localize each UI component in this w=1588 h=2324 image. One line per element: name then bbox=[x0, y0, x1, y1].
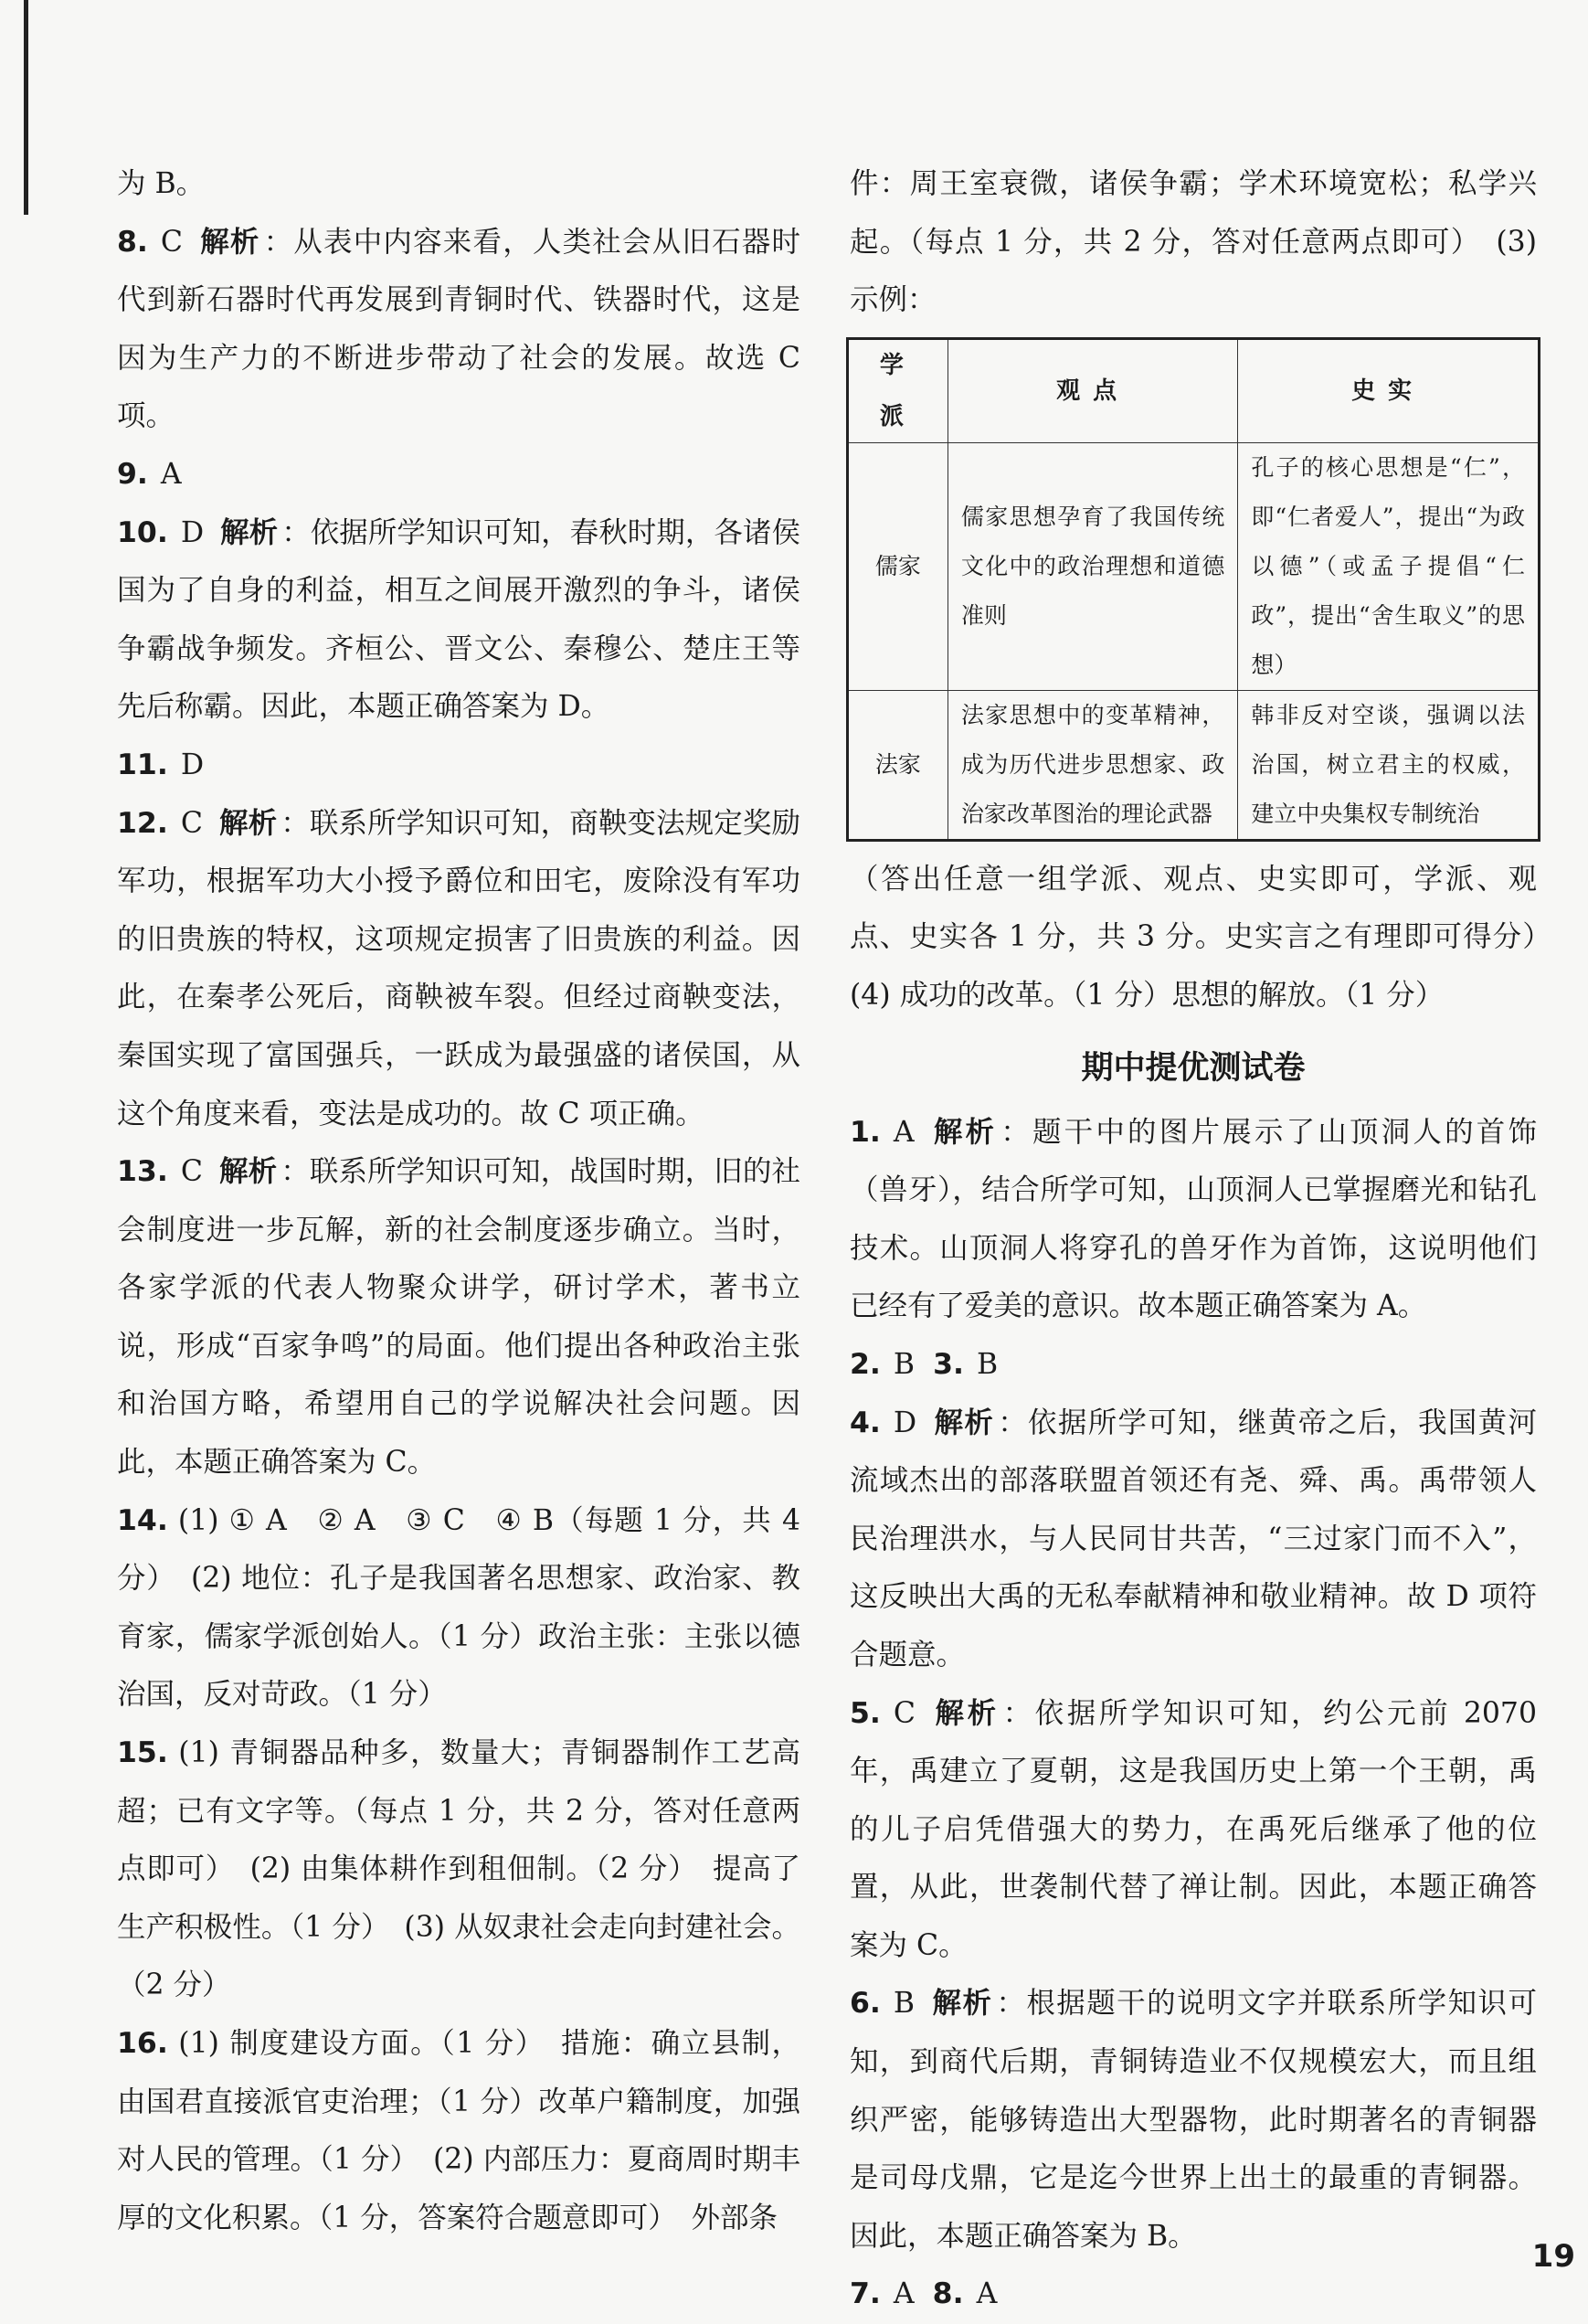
table-row bbox=[848, 690, 1540, 840]
answer-item: 8. C 解析 ：从表中内容来看，人类社会从旧石器时代到新石器时代再发展到青铜时代、铁器时代，这是因为生产力的不断进步带动了社会的发展。故选 C 项。 bbox=[117, 225, 800, 433]
answer-item: 4. D 解析 ：依据所学可知，继黄帝之后，我国黄河流域杰出的部落联盟首领还有尧、舜、禹。禹带领人民治理洪水，与人民同甘共苦，“三过家门而不入”，这反映出大禹的无私奉献精神和敬业精神。故 D 项符合题意。 bbox=[850, 1406, 1537, 1671]
table-row bbox=[848, 442, 1540, 690]
answer-item: 16. (1) 制度建设方面。（1 分） 措施：确立县制，由国君直接派官吏治理；（1 分）改革户籍制度，加强对人民的管理。（1 分） (2) 内部压力：夏商周时期丰厚的文化积累。（1 分，答案符合题意即可） 外部条 bbox=[117, 2027, 800, 2234]
page-number: 19 bbox=[1531, 2238, 1575, 2275]
table-cell: 法家思想中的变革精神，成为历代进步思想家、政治家改革图治的理论武器 bbox=[948, 690, 1238, 840]
table-cell: 儒家思想孕育了我国传统文化中的政治理想和道德准则 bbox=[948, 442, 1238, 690]
answer-item: 7. A 8. A bbox=[850, 2277, 998, 2311]
answer-item: 14. (1) ① A ② A ③ C ④ B（每题 1 分，共 4 分） (2) 地位：孔子是我国著名思想家、政治家、教育家，儒家学派创始人。（1 分）政治主张：主张以德治国，反对苛政。（1 分） bbox=[117, 1503, 801, 1712]
answer-item: 12. C 解析 ：联系所学知识可知，商鞅变法规定奖励军功，根据军功大小授予爵位和田宅，废除没有军功的旧贵族的特权，这项规定损害了旧贵族的利益。因此，在秦孝公死后，商鞅被车裂。但经过商鞅变法，秦国实现了富国强兵，一跃成为最强盛的诸侯国，从这个角度来看，变法是成功的。故 C 项正确。 bbox=[117, 806, 800, 1130]
answer-item: 13. C 解析 ：联系所学知识可知，战国时期，旧的社会制度进一步瓦解，新的社会制度逐步确立。当时，各家学派的代表人物聚众讲学，研讨学术，著书立说，形成“百家争鸣”的局面。他们提出各种政治主张和治国方略，希望用自己的学说解决社会问题。因此，本题正确答案为 C。 bbox=[117, 1155, 800, 1480]
answer-item: 1. A 解析 ：题干中的图片展示了山顶洞人的首饰（兽牙），结合所学可知，山顶洞人已掌握磨光和钻孔技术。山顶洞人将穿孔的兽牙作为首饰，这说明他们已经有了爱美的意识。故本题正确答案为 A。 bbox=[850, 1115, 1537, 1323]
school-comparison-table bbox=[846, 337, 1540, 842]
answer-continuation: 件：周王室衰微，诸侯争霸；学术环境宽松；私学兴起。（每点 1 分，共 2 分，答对任意两点即可） (3) 示例： bbox=[850, 167, 1537, 317]
table-cell: 儒家 bbox=[848, 442, 948, 690]
answer-item: 11. D bbox=[117, 748, 205, 781]
table-header: 史实 bbox=[1238, 338, 1540, 442]
answer-item: 9. A bbox=[117, 457, 182, 491]
answer-continuation: （答出任意一组学派、观点、史实即可，学派、观点、史实各 1 分，共 3 分。史实言之有理即可得分） (4) 成功的改革。（1 分）思想的解放。（1 分） bbox=[850, 862, 1566, 1012]
table-header-row bbox=[848, 338, 1540, 442]
answer-item: 5. C 解析 ：依据所学知识可知，约公元前 2070 年，禹建立了夏朝，这是我国历史上第一个王朝，禹的儿子启凭借强大的势力，在禹死后继承了他的位置，从此，世袭制代替了禅让制。因此，本题正确答案为 C。 bbox=[850, 1696, 1537, 1962]
binding-edge-bar bbox=[24, 0, 28, 215]
section-title: 期中提优测试卷 bbox=[1081, 1049, 1306, 1087]
table-header: 观点 bbox=[948, 338, 1238, 442]
table-header: 学派 bbox=[848, 338, 948, 442]
table-cell: 法家 bbox=[848, 690, 948, 840]
answer-item: 为 B。 bbox=[117, 167, 206, 200]
table-cell: 孔子的核心思想是“仁”，即“仁者爱人”，提出“为政以德”（或孟子提倡“仁政”，提出“舍生取义”的思想） bbox=[1238, 442, 1540, 690]
table-cell: 韩非反对空谈，强调以法治国，树立君主的权威，建立中央集权专制统治 bbox=[1238, 690, 1540, 840]
answer-item: 2. B 3. B bbox=[850, 1347, 999, 1381]
answer-item: 15. (1) 青铜器品种多，数量大；青铜器制作工艺高超；已有文字等。（每点 1 分，共 2 分，答对任意两点即可） (2) 由集体耕作到租佃制。（2 分） 提高了生产积极性。（1 分） (3) 从奴隶社会走向封建社会。（2 分） bbox=[117, 1736, 800, 2002]
answer-item: 6. B 解析 ：根据题干的说明文字并联系所学知识可知，到商代后期，青铜铸造业不仅规模宏大，而且组织严密，能够铸造出大型器物，此时期著名的青铜器是司母戊鼎，它是迄今世界上出土的最重的青铜器。因此，本题正确答案为 B。 bbox=[850, 1987, 1537, 2253]
left-column bbox=[117, 155, 800, 2247]
answer-item: 10. D 解析 ：依据所学知识可知，春秋时期，各诸侯国为了自身的利益，相互之间展开激烈的争斗，诸侯争霸战争频发。齐桓公、晋文公、秦穆公、楚庄王等先后称霸。因此，本题正确答案为 D。 bbox=[117, 515, 800, 724]
